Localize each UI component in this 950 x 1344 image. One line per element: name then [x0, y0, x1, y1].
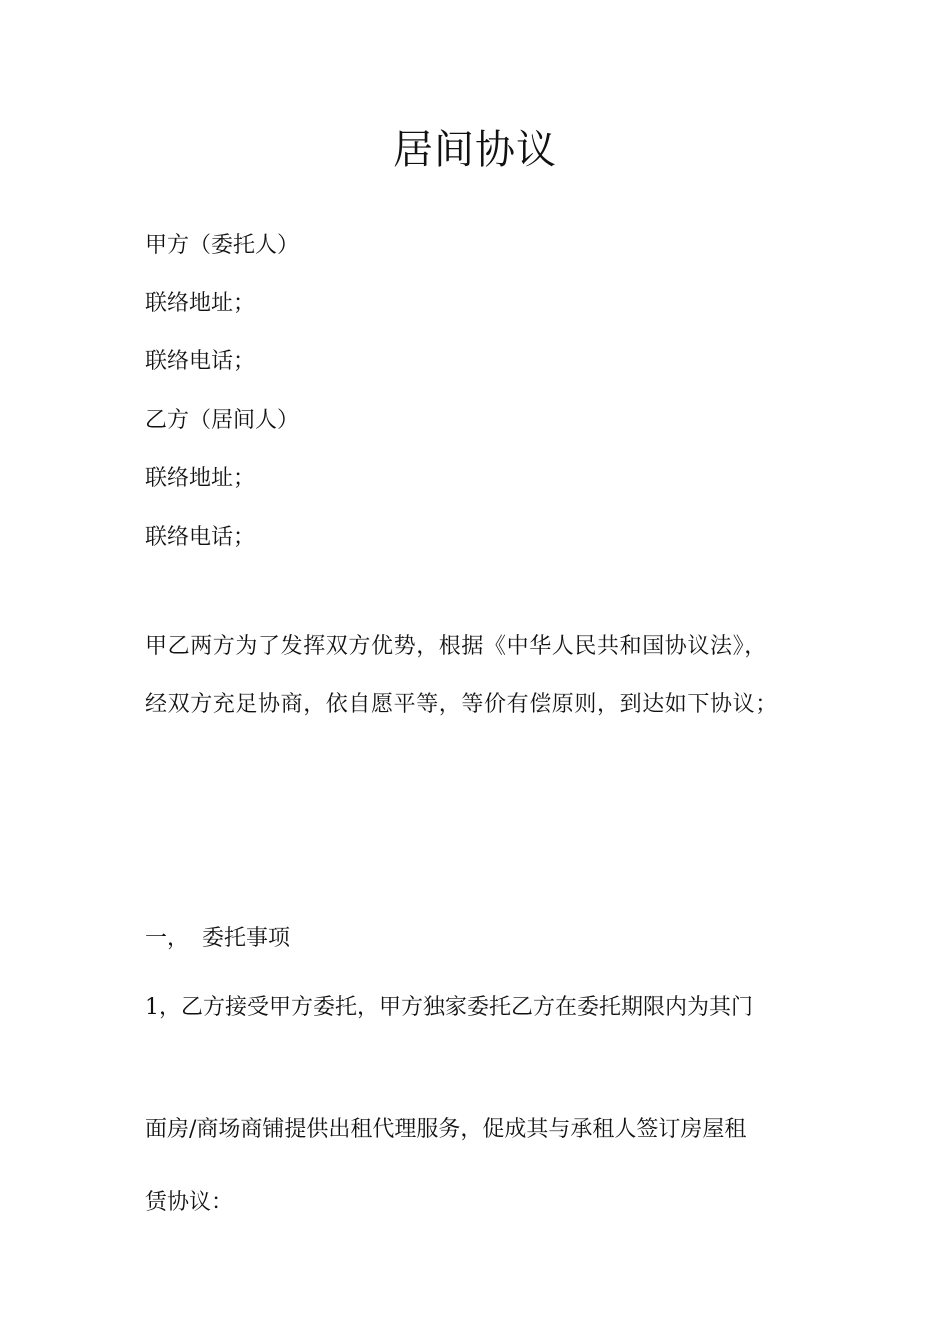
section-1-item-1-line-3: 赁协议：: [145, 1190, 234, 1215]
section-1-heading: [145, 924, 290, 954]
preamble-line-1: 甲乙两方为了发挥双方优势，根据《中华人民共和国协议法》，: [145, 634, 767, 659]
section-1-number: 一，: [145, 926, 190, 951]
section-1-item-1-line-1: 1，乙方接受甲方委托，甲方独家委托乙方在委托期限内为其门: [145, 995, 753, 1020]
party-a-address: 联络地址；: [145, 291, 256, 316]
preamble-line-2: 经双方充足协商，依自愿平等，等价有偿原则，到达如下协议；: [145, 692, 778, 717]
party-b-heading: 乙方（居间人）: [145, 408, 300, 433]
party-b-phone: 联络电话；: [145, 525, 256, 550]
section-1-title: 委托事项: [202, 926, 291, 951]
document-title: 居间协议: [393, 127, 557, 173]
party-b-address: 联络地址；: [145, 466, 256, 491]
party-a-phone: 联络电话；: [145, 349, 256, 374]
section-1-item-1-line-2: 面房/商场商铺提供出租代理服务，促成其与承租人签订房屋租: [145, 1117, 747, 1142]
party-a-heading: 甲方（委托人）: [145, 233, 300, 258]
